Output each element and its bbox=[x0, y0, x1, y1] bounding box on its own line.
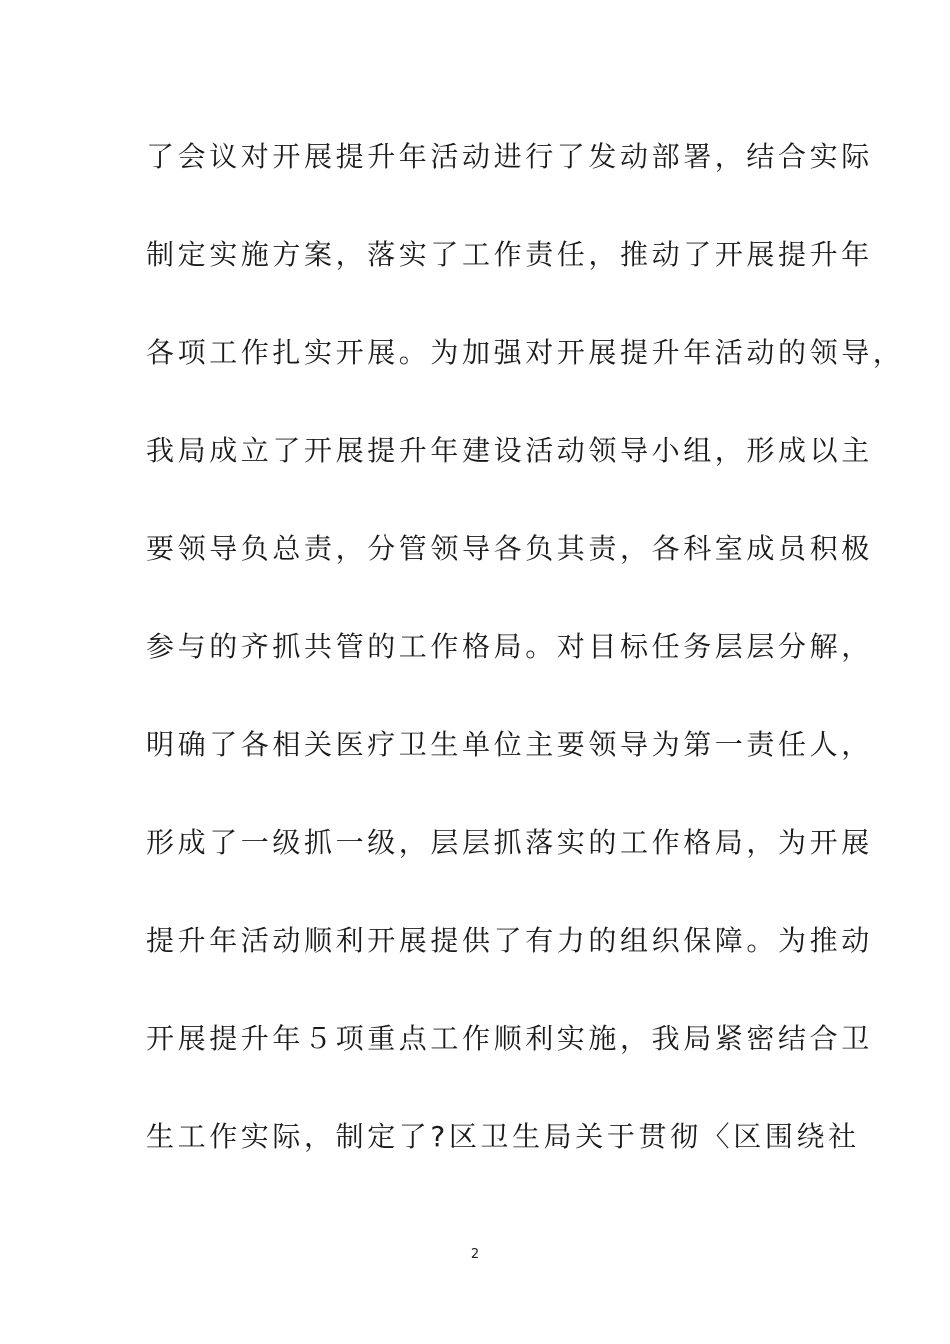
text-line: 要领导负总责，分管领导各负其责，各科室成员积极 bbox=[146, 532, 873, 565]
text-line: 我局成立了开展提升年建设活动领导小组，形成以主 bbox=[146, 434, 873, 467]
text-line: 形成了一级抓一级，层层抓落实的工作格局，为开展 bbox=[146, 826, 873, 859]
text-line: 开展提升年５项重点工作顺利实施，我局紧密结合卫 bbox=[146, 1022, 873, 1055]
text-line: 提升年活动顺利开展提供了有力的组织保障。为推动 bbox=[146, 924, 873, 957]
text-line: 了会议对开展提升年活动进行了发动部署，结合实际 bbox=[146, 140, 873, 173]
text-line: 各项工作扎实开展。为加强对开展提升年活动的领导， bbox=[146, 336, 905, 369]
page-number: 2 bbox=[470, 1247, 480, 1262]
text-line: 生工作实际，制定了?区卫生局关于贯彻〈区围绕社 bbox=[146, 1120, 860, 1153]
text-line: 参与的齐抓共管的工作格局。对目标任务层层分解， bbox=[146, 630, 873, 663]
text-line: 制定实施方案，落实了工作责任，推动了开展提升年 bbox=[146, 238, 873, 271]
text-line: 明确了各相关医疗卫生单位主要领导为第一责任人， bbox=[146, 728, 873, 761]
body-paragraph bbox=[146, 132, 905, 1210]
